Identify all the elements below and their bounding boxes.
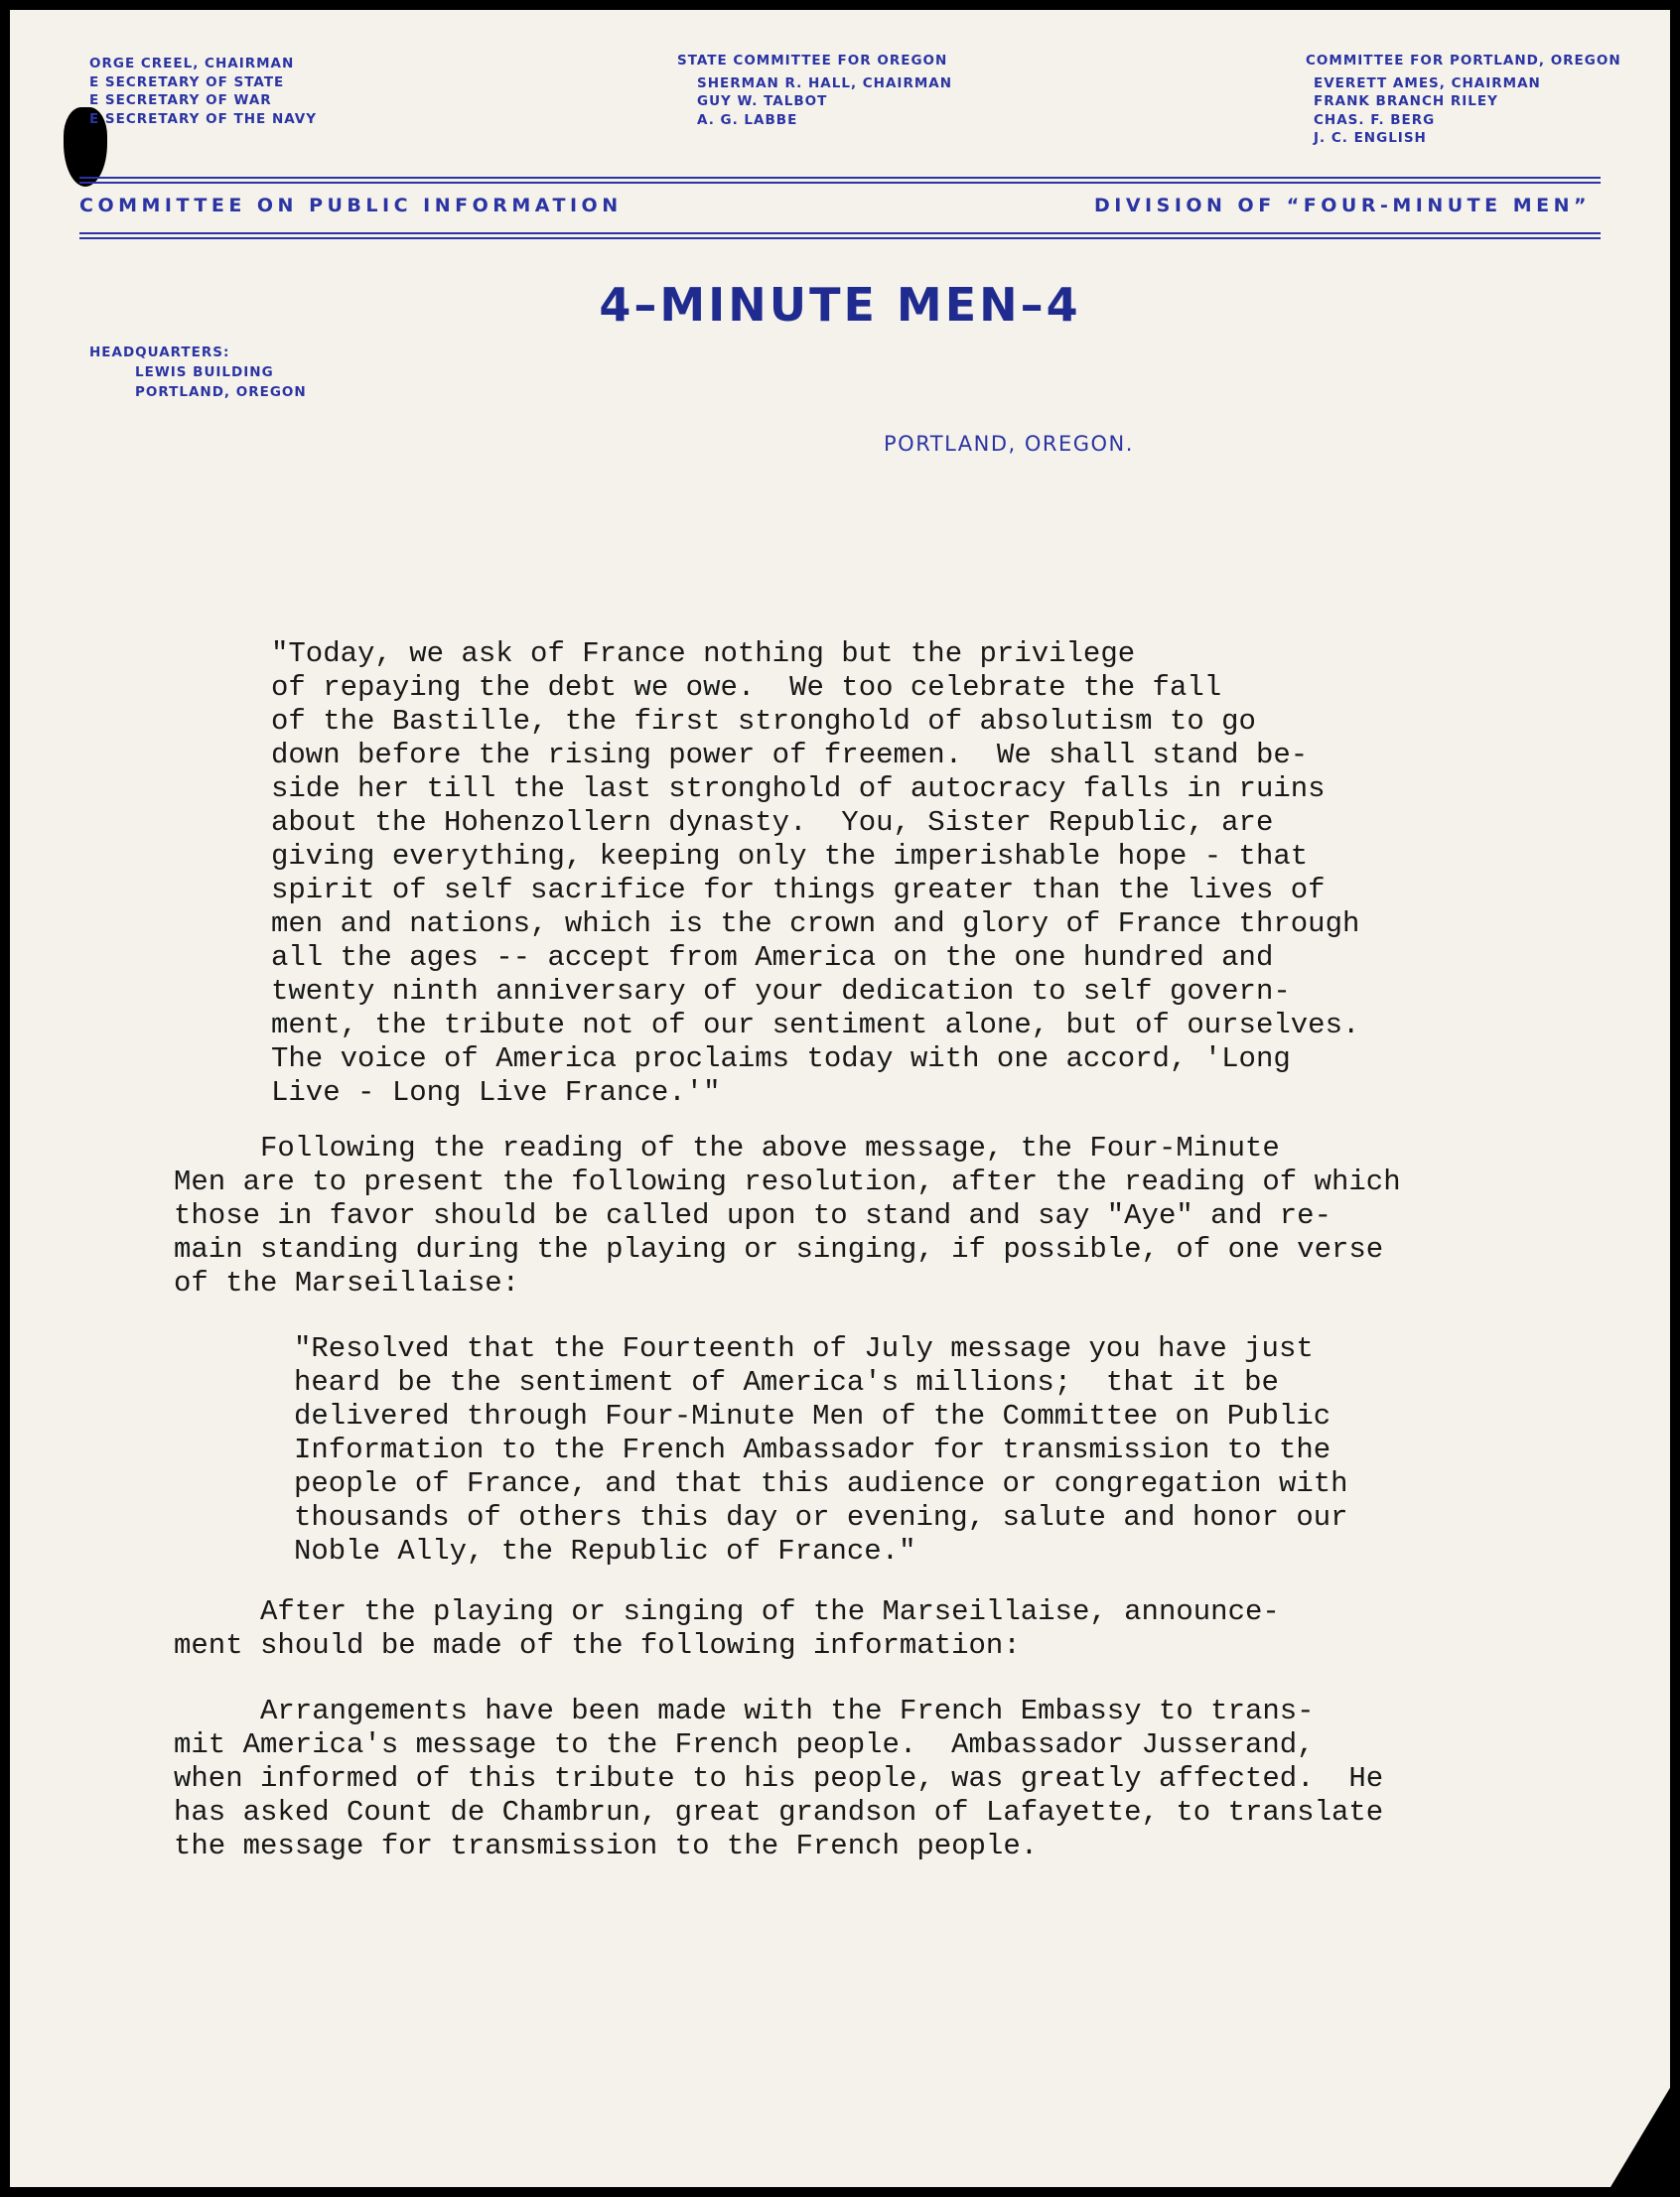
- resolution-instructions: [174, 1132, 1401, 1301]
- text-line: thousands of others this day or evening, salute and honor our: [294, 1501, 1348, 1534]
- place-line: PORTLAND, OREGON.: [884, 432, 1134, 456]
- text-line: about the Hohenzollern dynasty. You, Sister Republic, are: [271, 806, 1274, 839]
- masthead-title: 4–MINUTE MEN–4: [599, 278, 1081, 332]
- committee-member: SHERMAN R. HALL, CHAIRMAN: [697, 74, 953, 91]
- text-line: down before the rising power of freemen. We shall stand be-: [271, 739, 1309, 771]
- text-line: ment, the tribute not of our sentiment alone, but of ourselves.: [271, 1009, 1360, 1041]
- text-line: twenty ninth anniversary of your dedication to self govern-: [271, 975, 1291, 1008]
- text-line: Information to the French Ambassador for transmission to the: [294, 1434, 1331, 1466]
- text-line: giving everything, keeping only the imperishable hope - that: [271, 840, 1309, 873]
- text-line: After the playing or singing of the Marseillaise, announce-: [174, 1595, 1280, 1628]
- text-line: mit America's message to the French people. Ambassador Jusserand,: [174, 1728, 1315, 1761]
- committee-member: GUY W. TALBOT: [697, 93, 828, 109]
- text-line: Arrangements have been made with the French Embassy to trans-: [174, 1695, 1315, 1727]
- announcement-instructions: [174, 1595, 1280, 1663]
- text-line: people of France, and that this audience or congregation with: [294, 1467, 1348, 1500]
- text-line: when informed of this tribute to his people, was greatly affected. He: [174, 1762, 1384, 1795]
- text-line: of the Bastille, the first stronghold of absolutism to go: [271, 705, 1256, 738]
- national-committee-list: [89, 55, 317, 128]
- quoted-message: [271, 637, 1359, 1110]
- text-line: "Resolved that the Fourteenth of July message you have just: [294, 1332, 1314, 1365]
- letter-page: [10, 10, 1670, 2187]
- text-line: men and nations, which is the crown and glory of France through: [271, 907, 1360, 940]
- text-line: the message for transmission to the French people.: [174, 1830, 1039, 1862]
- headquarters-line: LEWIS BUILDING: [135, 364, 274, 380]
- headquarters-address: [89, 343, 307, 402]
- text-line: ment should be made of the following information:: [174, 1629, 1021, 1662]
- committee-member: A. G. LABBE: [697, 111, 798, 128]
- text-line: all the ages -- accept from America on the one hundred and: [271, 941, 1274, 974]
- text-line: delivered through Four-Minute Men of the Committee on Public: [294, 1400, 1331, 1433]
- text-line: of the Marseillaise:: [174, 1267, 520, 1300]
- letterhead-rule: [79, 232, 1601, 242]
- text-line: The voice of America proclaims today with one accord, 'Long: [271, 1042, 1291, 1075]
- committee-member: J. C. ENGLISH: [1314, 130, 1427, 146]
- text-line: Live - Long Live France.'": [271, 1076, 721, 1109]
- committee-member: CHAS. F. BERG: [1314, 111, 1436, 128]
- text-line: main standing during the playing or singing, if possible, of one verse: [174, 1233, 1384, 1266]
- committee-member: E SECRETARY OF THE NAVY: [89, 110, 318, 127]
- text-line: of repaying the debt we owe. We too celebrate the fall: [271, 671, 1222, 704]
- letterhead-rule: [79, 177, 1601, 187]
- text-line: spirit of self sacrifice for things greater than the lives of: [271, 874, 1326, 906]
- text-line: has asked Count de Chambrun, great grandson of Lafayette, to translate: [174, 1796, 1384, 1829]
- torn-corner: [1610, 2088, 1670, 2187]
- text-line: those in favor should be called upon to stand and say "Aye" and re-: [174, 1199, 1331, 1232]
- embassy-arrangements: [174, 1695, 1383, 1863]
- committee-member: FRANK BRANCH RILEY: [1314, 93, 1498, 109]
- city-committee-heading: COMMITTEE FOR PORTLAND, OREGON: [1306, 53, 1621, 69]
- text-line: Following the reading of the above message, the Four-Minute: [174, 1132, 1280, 1165]
- headquarters-label: HEADQUARTERS:: [89, 344, 230, 360]
- letterhead-banner: [79, 195, 1591, 216]
- text-line: Noble Ally, the Republic of France.": [294, 1535, 916, 1568]
- headquarters-line: PORTLAND, OREGON: [135, 384, 307, 400]
- resolution-text: [294, 1332, 1348, 1569]
- text-line: "Today, we ask of France nothing but the privilege: [271, 637, 1136, 670]
- city-committee-block: [1306, 52, 1621, 148]
- text-line: Men are to present the following resolution, after the reading of which: [174, 1166, 1401, 1198]
- committee-member: E SECRETARY OF STATE: [89, 73, 285, 90]
- state-committee-heading: STATE COMMITTEE FOR OREGON: [677, 53, 948, 69]
- banner-right: DIVISION OF “FOUR-MINUTE MEN”: [1094, 195, 1591, 216]
- text-line: side her till the last stronghold of autocracy falls in ruins: [271, 772, 1326, 805]
- banner-left: COMMITTEE ON PUBLIC INFORMATION: [79, 195, 623, 216]
- committee-member: E SECRETARY OF WAR: [89, 92, 272, 108]
- text-line: heard be the sentiment of America's millions; that it be: [294, 1366, 1279, 1399]
- committee-member: EVERETT AMES, CHAIRMAN: [1314, 74, 1541, 91]
- committee-member: ORGE CREEL, CHAIRMAN: [89, 56, 295, 71]
- state-committee-block: [677, 52, 952, 129]
